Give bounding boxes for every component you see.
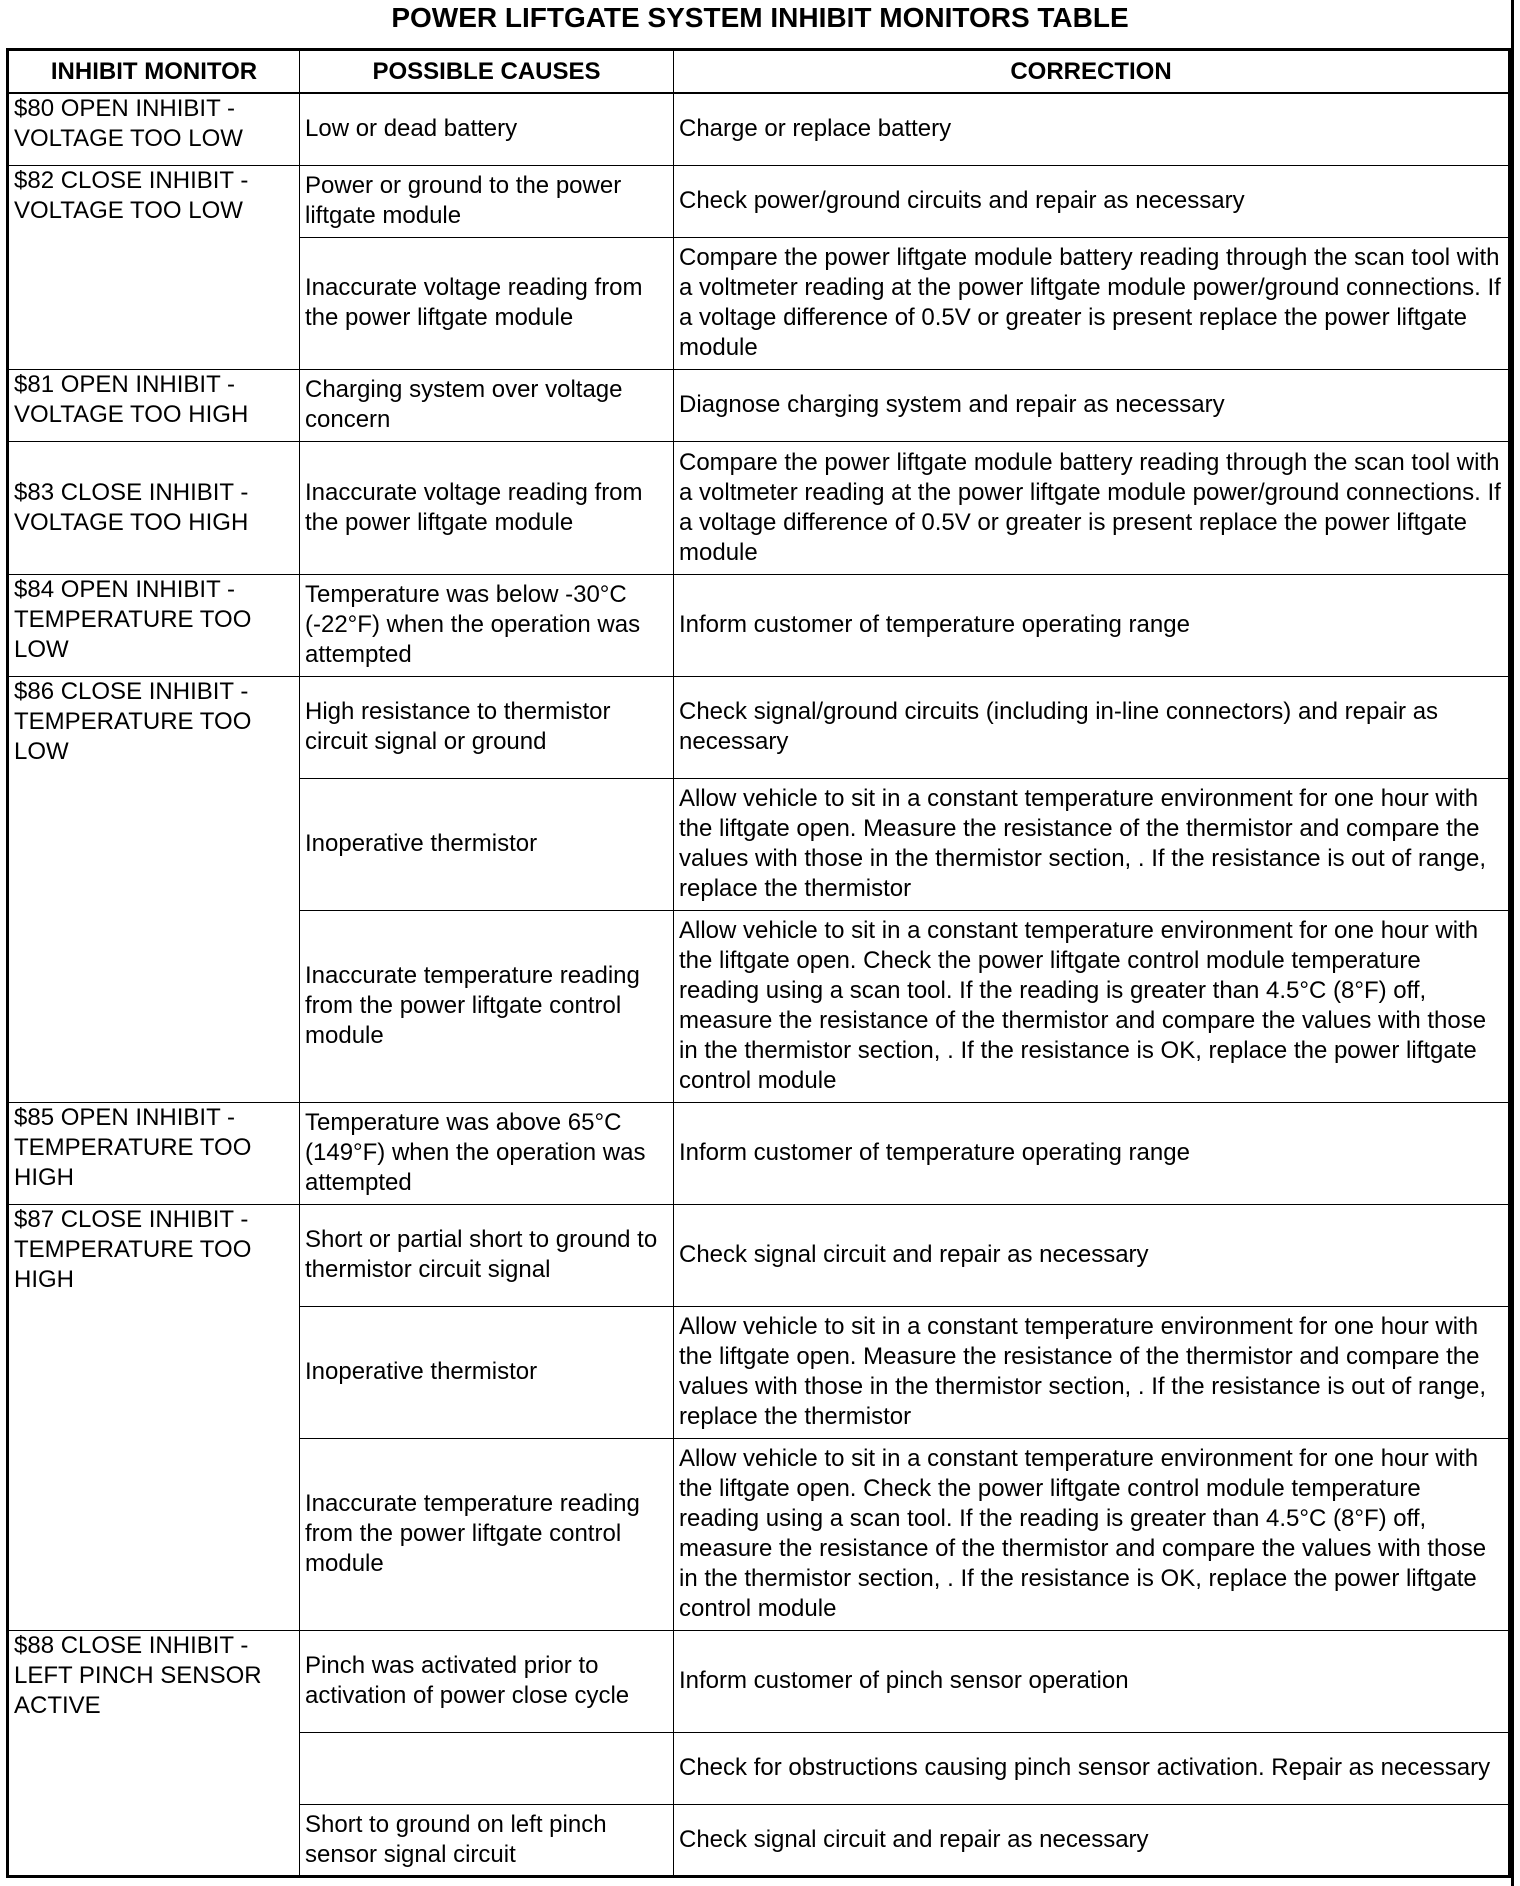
column-header-possible-causes: POSSIBLE CAUSES	[300, 50, 674, 94]
table-row	[8, 676, 1510, 778]
table-row	[8, 369, 1510, 441]
header-row	[8, 50, 1510, 94]
correction-cell: Inform customer of pinch sensor operation	[674, 1630, 1510, 1732]
correction-cell: Check signal/ground circuits (including in-line connectors) and repair as necessary	[674, 676, 1510, 778]
inhibit-monitor-cell: $88 CLOSE INHIBIT - LEFT PINCH SENSOR ACTIVE	[8, 1630, 300, 1876]
possible-cause-cell: Inoperative thermistor	[300, 1306, 674, 1438]
correction-cell: Allow vehicle to sit in a constant temperature environment for one hour with the liftgate open. Check the power liftgate control module temperature reading using a scan tool. If the reading is greater than 4.5°C (8°F) off, measure the resistance of the thermistor and compare the values with those in the thermistor section, . If the resistance is OK, replace the power liftgate control module	[674, 910, 1510, 1102]
possible-cause-cell: Temperature was below -30°C (-22°F) when the operation was attempted	[300, 574, 674, 676]
table-row	[8, 165, 1510, 237]
inhibit-monitor-cell: $84 OPEN INHIBIT - TEMPERATURE TOO LOW	[8, 574, 300, 676]
correction-cell: Charge or replace battery	[674, 93, 1510, 165]
correction-cell: Allow vehicle to sit in a constant temperature environment for one hour with the liftgate open. Measure the resistance of the thermistor and compare the values with those in the thermistor section, . If the resistance is out of range, replace the thermistor	[674, 778, 1510, 910]
table-row	[8, 93, 1510, 165]
inhibit-monitor-cell: $87 CLOSE INHIBIT - TEMPERATURE TOO HIGH	[8, 1204, 300, 1630]
table-row	[8, 574, 1510, 676]
correction-cell: Check signal circuit and repair as necessary	[674, 1804, 1510, 1876]
correction-cell: Check signal circuit and repair as necessary	[674, 1204, 1510, 1306]
correction-cell: Allow vehicle to sit in a constant temperature environment for one hour with the liftgate open. Measure the resistance of the thermistor and compare the values with those in the thermistor section, . If the resistance is out of range, replace the thermistor	[674, 1306, 1510, 1438]
possible-cause-cell: Temperature was above 65°C (149°F) when the operation was attempted	[300, 1102, 674, 1204]
possible-cause-cell: Inaccurate voltage reading from the power liftgate module	[300, 237, 674, 369]
page-edge-rule	[1511, 0, 1514, 1886]
possible-cause-cell: Pinch was activated prior to activation of power close cycle	[300, 1630, 674, 1732]
correction-cell: Inform customer of temperature operating range	[674, 574, 1510, 676]
correction-cell: Compare the power liftgate module battery reading through the scan tool with a voltmeter reading at the power liftgate module power/ground connections. If a voltage difference of 0.5V or greater is present replace the power liftgate module	[674, 237, 1510, 369]
inhibit-monitor-cell: $81 OPEN INHIBIT - VOLTAGE TOO HIGH	[8, 369, 300, 441]
possible-cause-cell: Power or ground to the power liftgate module	[300, 165, 674, 237]
possible-cause-cell: Short to ground on left pinch sensor signal circuit	[300, 1804, 674, 1876]
page-title: POWER LIFTGATE SYSTEM INHIBIT MONITORS TABLE	[391, 2, 1129, 33]
inhibit-monitor-cell: $83 CLOSE INHIBIT - VOLTAGE TOO HIGH	[8, 441, 300, 574]
table-row	[8, 441, 1510, 574]
possible-cause-cell: Inaccurate voltage reading from the power liftgate module	[300, 441, 674, 574]
possible-cause-cell: Inaccurate temperature reading from the power liftgate control module	[300, 910, 674, 1102]
correction-cell: Allow vehicle to sit in a constant temperature environment for one hour with the liftgate open. Check the power liftgate control module temperature reading using a scan tool. If the reading is greater than 4.5°C (8°F) off, measure the resistance of the thermistor and compare the values with those in the thermistor section, . If the resistance is OK, replace the power liftgate control module	[674, 1438, 1510, 1630]
correction-cell: Check for obstructions causing pinch sensor activation. Repair as necessary	[674, 1732, 1510, 1804]
inhibit-monitors-table	[6, 48, 1511, 1878]
table-row	[8, 1102, 1510, 1204]
correction-cell: Inform customer of temperature operating range	[674, 1102, 1510, 1204]
possible-cause-cell: Charging system over voltage concern	[300, 369, 674, 441]
inhibit-monitor-cell: $82 CLOSE INHIBIT - VOLTAGE TOO LOW	[8, 165, 300, 369]
possible-cause-cell	[300, 1732, 674, 1804]
correction-cell: Diagnose charging system and repair as necessary	[674, 369, 1510, 441]
correction-cell: Compare the power liftgate module battery reading through the scan tool with a voltmeter reading at the power liftgate module power/ground connections. If a voltage difference of 0.5V or greater is present replace the power liftgate module	[674, 441, 1510, 574]
inhibit-monitor-cell: $80 OPEN INHIBIT - VOLTAGE TOO LOW	[8, 93, 300, 165]
inhibit-monitor-cell: $86 CLOSE INHIBIT - TEMPERATURE TOO LOW	[8, 676, 300, 1102]
column-header-inhibit-monitor: INHIBIT MONITOR	[8, 50, 300, 94]
table-row	[8, 1630, 1510, 1732]
possible-cause-cell: Inaccurate temperature reading from the power liftgate control module	[300, 1438, 674, 1630]
table-row	[8, 1204, 1510, 1306]
possible-cause-cell: Low or dead battery	[300, 93, 674, 165]
correction-cell: Check power/ground circuits and repair as necessary	[674, 165, 1510, 237]
inhibit-monitor-cell: $85 OPEN INHIBIT - TEMPERATURE TOO HIGH	[8, 1102, 300, 1204]
column-header-correction: CORRECTION	[674, 50, 1510, 94]
possible-cause-cell: Short or partial short to ground to thermistor circuit signal	[300, 1204, 674, 1306]
possible-cause-cell: High resistance to thermistor circuit signal or ground	[300, 676, 674, 778]
possible-cause-cell: Inoperative thermistor	[300, 778, 674, 910]
